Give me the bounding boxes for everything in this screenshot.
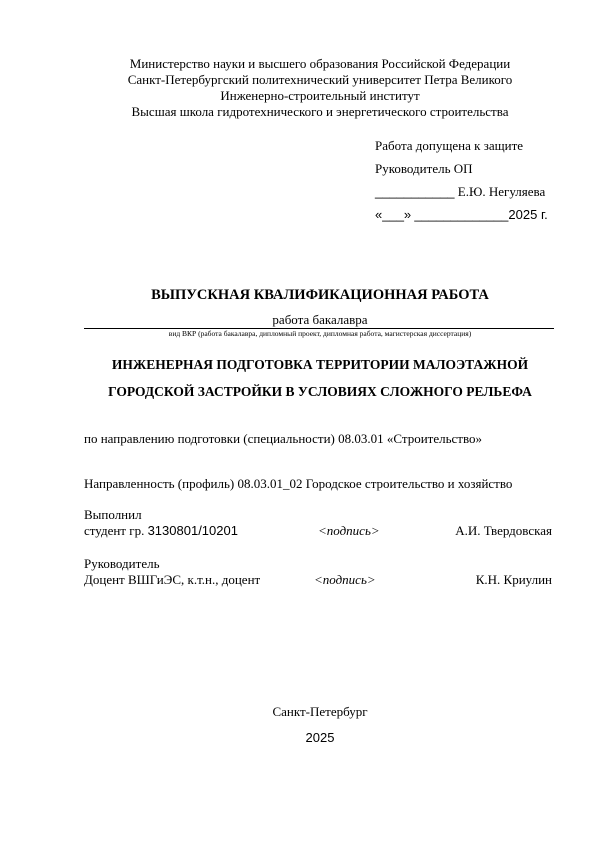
student-label: Выполнил xyxy=(84,507,142,522)
approval-block xyxy=(375,138,548,230)
ministry-name: Министерство науки и высшего образования Российской Федерации xyxy=(129,56,511,71)
approval-head-signature xyxy=(375,184,548,207)
supervisor-label: Руководитель xyxy=(84,556,160,571)
topic-line-2: ГОРОДСКОЙ ЗАСТРОЙКИ В УСЛОВИЯХ СЛОЖНОГО РЕЛЬЕФА xyxy=(108,384,532,399)
student-role xyxy=(84,523,238,539)
university-name: Санкт-Петербургский политехнический университет Петра Великого xyxy=(127,72,513,87)
work-type-caption: вид ВКР (работа бакалавра, дипломный проект, дипломная работа, магистерская диссертация) xyxy=(168,329,472,338)
signature-line: ___________ xyxy=(375,184,455,199)
student-group: 3130801/10201 xyxy=(147,523,238,538)
topic-line-1: ИНЖЕНЕРНАЯ ПОДГОТОВКА ТЕРРИТОРИИ МАЛОЭТАЖНОЙ xyxy=(111,357,529,372)
approval-head-title: Руководитель ОП xyxy=(375,161,473,176)
thesis-topic xyxy=(0,351,595,405)
school-name: Высшая школа гидротехнического и энергетического строительства xyxy=(131,104,509,119)
date-day-blank: «___» xyxy=(375,207,412,222)
date-year: 2025 г. xyxy=(508,207,548,222)
work-type: работа бакалавра xyxy=(272,312,368,327)
approval-head-name: Е.Ю. Негуляева xyxy=(457,184,546,199)
supervisor-role: Доцент ВШГиЭС, к.т.н., доцент xyxy=(84,572,261,587)
footer-year: 2025 xyxy=(305,730,335,745)
study-profile: Направленность (профиль) 08.03.01_02 Городское строительство и хозяйство xyxy=(84,476,513,491)
institute-name: Инженерно-строительный институт xyxy=(220,88,420,103)
supervisor-name: К.Н. Криулин xyxy=(475,572,552,587)
student-signature: <подпись> xyxy=(318,523,380,538)
approval-admitted: Работа допущена к защите xyxy=(375,138,524,153)
student-role-prefix: студент гр. xyxy=(84,523,148,538)
document-title: ВЫПУСКНАЯ КВАЛИФИКАЦИОННАЯ РАБОТА xyxy=(151,287,489,303)
study-direction: по направлению подготовки (специальности) 08.03.01 «Строительство» xyxy=(84,431,483,446)
approval-date xyxy=(375,207,548,230)
date-month-blank: _____________ xyxy=(414,207,509,222)
organization-header xyxy=(0,56,595,120)
footer-city: Санкт-Петербург xyxy=(272,704,368,719)
student-name: А.И. Твердовская xyxy=(455,523,552,538)
supervisor-signature: <подпись> xyxy=(314,572,376,587)
